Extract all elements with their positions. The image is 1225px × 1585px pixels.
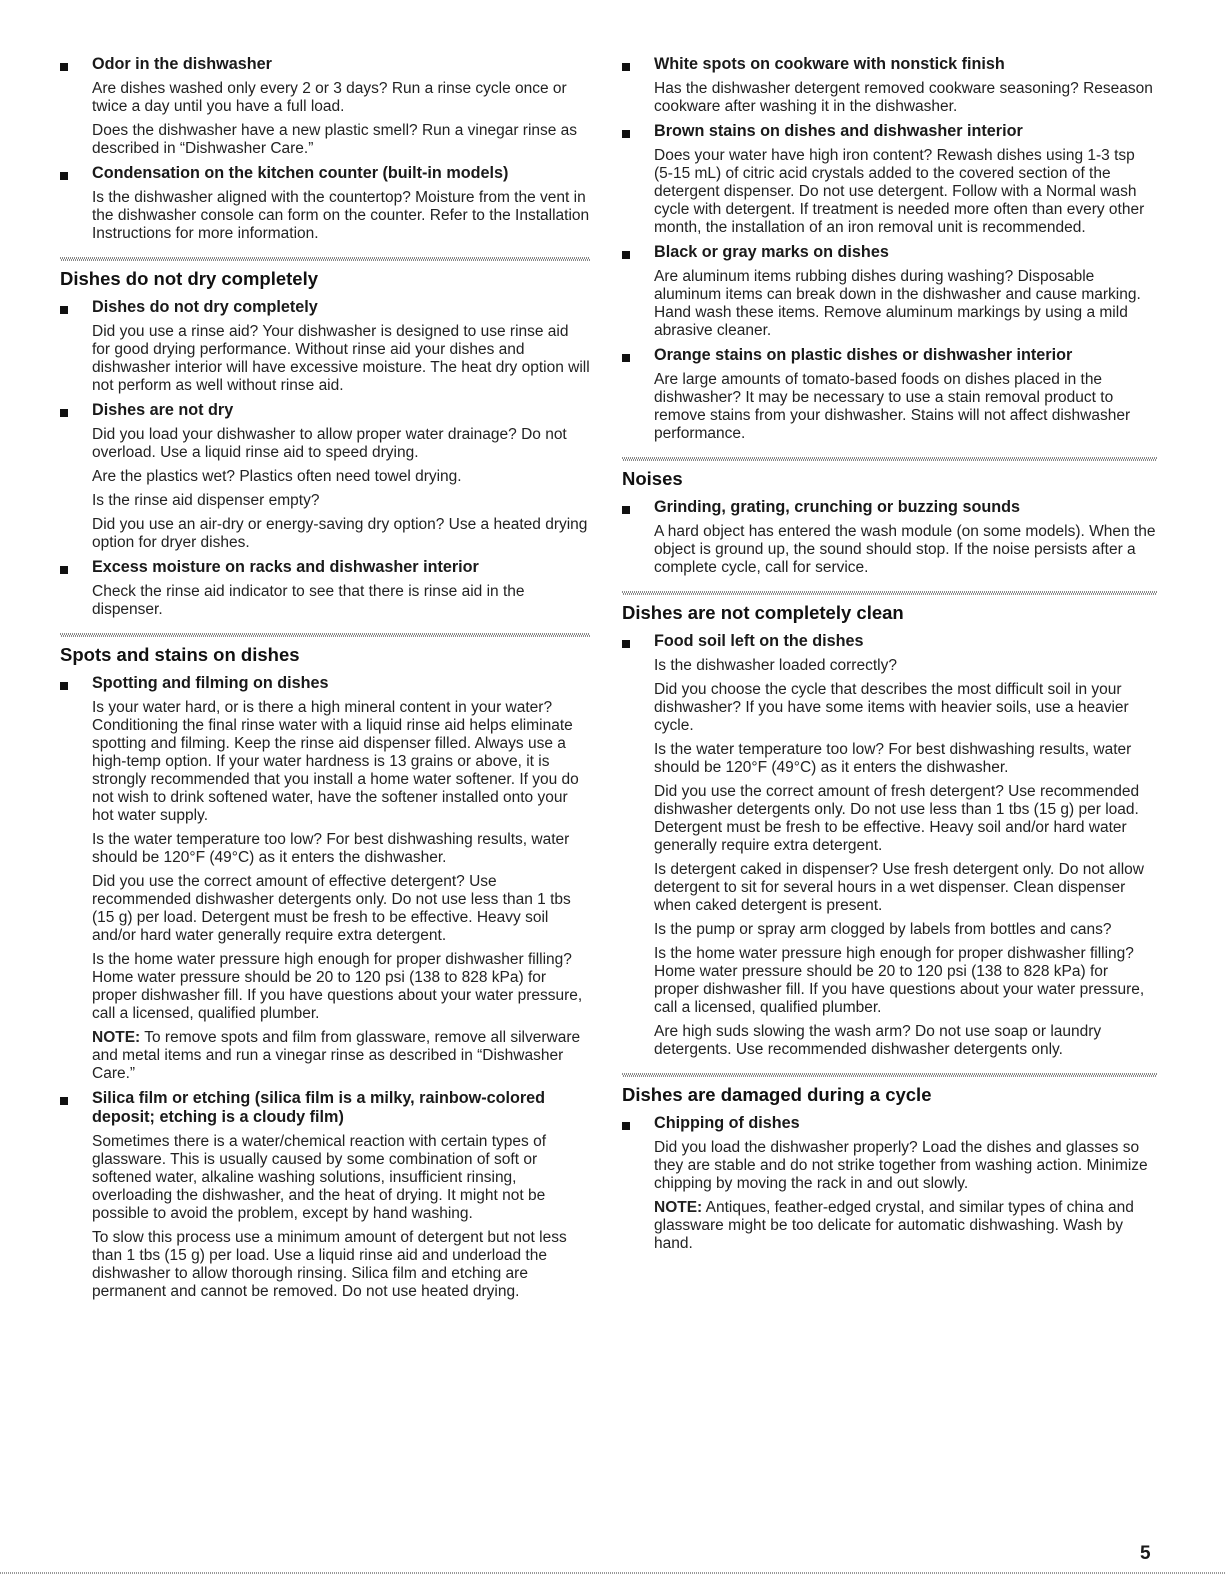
bullet-icon bbox=[60, 306, 68, 314]
item-title: Chipping of dishes bbox=[654, 1114, 800, 1132]
troubleshoot-item bbox=[60, 674, 590, 1083]
item-paragraph: Is the home water pressure high enough for proper dishwasher filling? Home water pressure should be 20 to 120 psi (138 to 828 kPa) for proper dishwasher fill. If you have questions about your water pressure, call a licensed, qualified plumber. bbox=[654, 945, 1145, 1016]
troubleshoot-item bbox=[60, 401, 590, 552]
item-title: Grinding, grating, crunching or buzzing sounds bbox=[654, 498, 1020, 516]
bullet-icon bbox=[622, 354, 630, 362]
bullet-icon bbox=[622, 63, 630, 71]
item-title: White spots on cookware with nonstick finish bbox=[654, 55, 1005, 73]
item-paragraph: Is the dishwasher loaded correctly? bbox=[654, 657, 897, 674]
section-divider bbox=[622, 457, 1157, 461]
item-paragraph: Did you use the correct amount of fresh detergent? Use recommended dishwasher detergents only. Do not use less than 1 tbs (15 g) per load. Detergent must be fresh to be effective. Heavy soil and/or hard water generally require extra detergent. bbox=[654, 783, 1140, 854]
item-paragraph: Is the dishwasher aligned with the countertop? Moisture from the vent in the dishwasher console can form on the counter. Refer to the Installation Instructions for more information. bbox=[92, 189, 590, 242]
item-paragraph: Does your water have high iron content? Rewash dishes using 1-3 tsp (5-15 mL) of citric acid crystals added to the covered section of the detergent dispenser. Do not use detergent. Follow with a Normal wash cycle with detergent. If treatment is needed more often than every other month, the installation of an iron removal unit is recommended. bbox=[654, 147, 1145, 236]
bottom-rule bbox=[0, 1572, 1225, 1574]
page-number: 5 bbox=[1140, 1543, 1151, 1564]
item-title: Odor in the dishwasher bbox=[92, 55, 272, 73]
item-paragraph: Are large amounts of tomato-based foods on dishes placed in the dishwasher? It may be necessary to use a stain removal product to remove stains from your dishwasher. Stains will not affect dishwasher performance. bbox=[654, 371, 1131, 442]
item-paragraph: Did you use an air-dry or energy-saving dry option? Use a heated drying option for dryer dishes. bbox=[92, 516, 588, 551]
item-paragraph: Is your water hard, or is there a high mineral content in your water? Conditioning the final rinse water with a liquid rinse aid helps eliminate spotting and filming. Keep the rinse aid dispenser filled. Always use a high-temp option. If your water hardness is 13 grains or above, it is strongly recommended that you install a home water softener. If you do not wish to drink softened water, have the softener installed onto your hot water supply. bbox=[92, 699, 579, 824]
item-paragraph: Is detergent caked in dispenser? Use fresh detergent only. Do not allow detergent to sit for several hours in a wet dispenser. Clean dispenser when caked detergent is present. bbox=[654, 861, 1144, 914]
item-title: Excess moisture on racks and dishwasher interior bbox=[92, 558, 479, 576]
section-divider bbox=[622, 591, 1157, 595]
left-column bbox=[60, 55, 590, 1307]
item-paragraph: Is the water temperature too low? For best dishwashing results, water should be 120°F (49°C) as it enters the dishwasher. bbox=[654, 741, 1132, 776]
troubleshoot-item bbox=[622, 1114, 1157, 1253]
troubleshoot-item bbox=[60, 1089, 590, 1301]
bullet-icon bbox=[60, 172, 68, 180]
item-paragraph: Did you load the dishwasher properly? Load the dishes and glasses so they are stable and do not strike together from washing action. Minimize chipping by moving the rack in and out slowly. bbox=[654, 1139, 1148, 1192]
item-paragraph: Are the plastics wet? Plastics often need towel drying. bbox=[92, 468, 462, 485]
troubleshoot-item bbox=[622, 498, 1157, 577]
section-heading: Dishes are not completely clean bbox=[622, 602, 904, 623]
bullet-icon bbox=[60, 566, 68, 574]
troubleshoot-item bbox=[622, 55, 1157, 116]
troubleshoot-item bbox=[622, 243, 1157, 340]
section bbox=[622, 1073, 1157, 1253]
bullet-icon bbox=[60, 409, 68, 417]
section-divider bbox=[60, 633, 590, 637]
troubleshoot-item bbox=[622, 122, 1157, 237]
note-paragraph bbox=[654, 1199, 1157, 1253]
item-paragraph: Did you choose the cycle that describes the most difficult soil in your dishwasher? If you have some items with heavier soils, use a heavier cycle. bbox=[654, 681, 1129, 734]
item-paragraph: Is the pump or spray arm clogged by labels from bottles and cans? bbox=[654, 921, 1112, 938]
item-paragraph: Is the rinse aid dispenser empty? bbox=[92, 492, 320, 509]
item-paragraph: A hard object has entered the wash module (on some models). When the object is ground up, the sound should stop. If the noise persists after a complete cycle, call for service. bbox=[654, 523, 1156, 576]
item-paragraph: Are aluminum items rubbing dishes during washing? Disposable aluminum items can break down in the dishwasher and cause marking. Hand wash these items. Remove aluminum markings by using a mild abrasive cleaner. bbox=[654, 268, 1141, 339]
bullet-icon bbox=[60, 682, 68, 690]
section bbox=[622, 457, 1157, 577]
item-title: Dishes are not dry bbox=[92, 401, 234, 419]
item-paragraph: Are dishes washed only every 2 or 3 days? Run a rinse cycle once or twice a day until you have a full load. bbox=[92, 80, 567, 115]
bullet-icon bbox=[622, 130, 630, 138]
item-paragraph: To slow this process use a minimum amount of detergent but not less than 1 tbs (15 g) per load. Use a liquid rinse aid and underload the dishwasher to allow thorough rinsing. Silica film and etching are permanent and cannot be removed. Do not use heated drying. bbox=[92, 1229, 567, 1300]
item-title: Dishes do not dry completely bbox=[92, 298, 318, 316]
item-title: Silica film or etching (silica film is a milky, rainbow-colored deposit; etching is a cloudy film) bbox=[92, 1089, 546, 1126]
note-label: NOTE: bbox=[654, 1199, 703, 1216]
right-column bbox=[622, 55, 1157, 1259]
troubleshoot-item bbox=[60, 55, 590, 158]
section bbox=[60, 633, 590, 1301]
item-paragraph: Check the rinse aid indicator to see that there is rinse aid in the dispenser. bbox=[92, 583, 525, 618]
troubleshoot-item bbox=[622, 632, 1157, 1059]
section bbox=[622, 591, 1157, 1059]
troubleshoot-item bbox=[60, 298, 590, 395]
item-paragraph: Are high suds slowing the wash arm? Do not use soap or laundry detergents. Use recommended dishwasher detergents only. bbox=[654, 1023, 1102, 1058]
note-text: To remove spots and film from glassware, remove all silverware and metal items and run a vinegar rinse as described in “Dishwasher Care.” bbox=[92, 1029, 581, 1082]
note-text: Antiques, feather-edged crystal, and similar types of china and glassware might be too delicate for automatic dishwashing. Wash by hand. bbox=[654, 1199, 1134, 1252]
item-paragraph: Did you use the correct amount of effective detergent? Use recommended dishwasher detergents only. Do not use less than 1 tbs (15 g) per load. Detergent must be fresh to be effective. Heavy soil and/or hard water generally require extra detergent. bbox=[92, 873, 571, 944]
item-title: Spotting and filming on dishes bbox=[92, 674, 329, 692]
bullet-icon bbox=[60, 1097, 68, 1105]
item-paragraph: Did you load your dishwasher to allow proper water drainage? Do not overload. Use a liquid rinse aid to speed drying. bbox=[92, 426, 567, 461]
item-paragraph: Is the water temperature too low? For best dishwashing results, water should be 120°F (49°C) as it enters the dishwasher. bbox=[92, 831, 570, 866]
bullet-icon bbox=[622, 640, 630, 648]
bullet-icon bbox=[60, 63, 68, 71]
section-heading: Spots and stains on dishes bbox=[60, 644, 300, 665]
troubleshoot-item bbox=[622, 346, 1157, 443]
section-divider bbox=[60, 257, 590, 261]
note-paragraph bbox=[92, 1029, 590, 1083]
item-title: Black or gray marks on dishes bbox=[654, 243, 889, 261]
bullet-icon bbox=[622, 251, 630, 259]
item-paragraph: Does the dishwasher have a new plastic smell? Run a vinegar rinse as described in “Dishwasher Care.” bbox=[92, 122, 578, 157]
item-paragraph: Did you use a rinse aid? Your dishwasher is designed to use rinse aid for good drying performance. Without rinse aid your dishes and dishwasher interior will have excessive moisture. The heat dry option will not perform as well without rinse aid. bbox=[92, 323, 590, 394]
item-title: Brown stains on dishes and dishwasher interior bbox=[654, 122, 1023, 140]
item-title: Food soil left on the dishes bbox=[654, 632, 864, 650]
section bbox=[60, 257, 590, 619]
section-heading: Dishes do not dry completely bbox=[60, 268, 319, 289]
section-heading: Dishes are damaged during a cycle bbox=[622, 1084, 932, 1105]
item-paragraph: Has the dishwasher detergent removed cookware seasoning? Reseason cookware after washing it in the dishwasher. bbox=[654, 80, 1153, 115]
item-paragraph: Sometimes there is a water/chemical reaction with certain types of glassware. This is usually caused by some combination of soft or softened water, alkaline washing solutions, insufficient rinsing, overloading the dishwasher, and the heat of drying. It might not be possible to avoid the problem, except by hand washing. bbox=[92, 1133, 546, 1222]
section-heading: Noises bbox=[622, 468, 683, 489]
bullet-icon bbox=[622, 1122, 630, 1130]
section-divider bbox=[622, 1073, 1157, 1077]
item-title: Orange stains on plastic dishes or dishwasher interior bbox=[654, 346, 1073, 364]
note-label: NOTE: bbox=[92, 1029, 141, 1046]
troubleshoot-item bbox=[60, 558, 590, 619]
item-title: Condensation on the kitchen counter (built-in models) bbox=[92, 164, 509, 182]
troubleshoot-item bbox=[60, 164, 590, 243]
item-paragraph: Is the home water pressure high enough for proper dishwasher filling? Home water pressure should be 20 to 120 psi (138 to 828 kPa) for proper dishwasher fill. If you have questions about your water pressure, call a licensed, qualified plumber. bbox=[92, 951, 583, 1022]
bullet-icon bbox=[622, 506, 630, 514]
